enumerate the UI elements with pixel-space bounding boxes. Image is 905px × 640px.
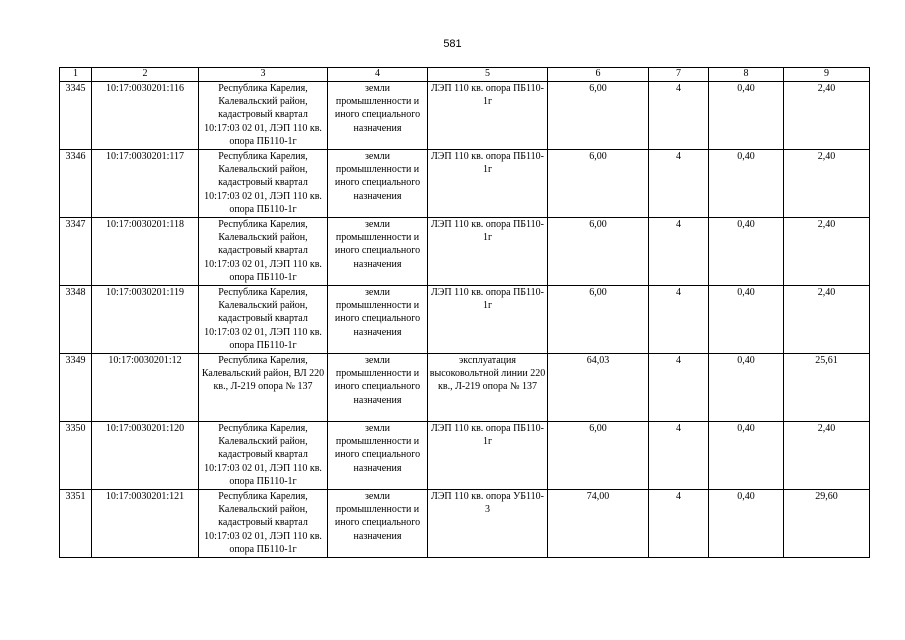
value-col-7: 4: [649, 354, 709, 422]
value-col-7: 4: [649, 286, 709, 354]
value-col-6: 6,00: [548, 82, 649, 150]
table-row: [60, 150, 870, 218]
value-col-9: 2,40: [784, 82, 870, 150]
location: Республика Карелия, Калевальский район, кадастровый квартал 10:17:03 02 01, ЛЭП 110 кв. опора ПБ110-1г: [199, 82, 328, 150]
land-category: земли промышленности и иного специального назначения: [328, 354, 428, 422]
value-col-6: 74,00: [548, 490, 649, 558]
column-header: 4: [328, 68, 428, 82]
permitted-use: ЛЭП 110 кв. опора ПБ110-1г: [428, 286, 548, 354]
value-col-7: 4: [649, 82, 709, 150]
value-col-9: 2,40: [784, 218, 870, 286]
value-col-8: 0,40: [709, 422, 784, 490]
permitted-use: ЛЭП 110 кв. опора ПБ110-1г: [428, 422, 548, 490]
land-registry-table: [59, 67, 870, 558]
permitted-use: ЛЭП 110 кв. опора ПБ110-1г: [428, 82, 548, 150]
row-number: 3347: [60, 218, 92, 286]
land-category: земли промышленности и иного специального назначения: [328, 286, 428, 354]
table-row: [60, 218, 870, 286]
row-number: 3350: [60, 422, 92, 490]
permitted-use: эксплуатация высоковольтной линии 220 кв., Л-219 опора № 137: [428, 354, 548, 422]
column-header: 3: [199, 68, 328, 82]
value-col-7: 4: [649, 422, 709, 490]
value-col-8: 0,40: [709, 490, 784, 558]
cadastral-number: 10:17:0030201:118: [92, 218, 199, 286]
header-row: [60, 68, 870, 82]
land-category: земли промышленности и иного специального назначения: [328, 490, 428, 558]
table-row: [60, 422, 870, 490]
row-number: 3348: [60, 286, 92, 354]
permitted-use: ЛЭП 110 кв. опора ПБ110-1г: [428, 150, 548, 218]
value-col-6: 6,00: [548, 422, 649, 490]
location: Республика Карелия, Калевальский район, кадастровый квартал 10:17:03 02 01, ЛЭП 110 кв. опора ПБ110-1г: [199, 490, 328, 558]
column-header: 8: [709, 68, 784, 82]
cadastral-number: 10:17:0030201:120: [92, 422, 199, 490]
land-category: земли промышленности и иного специального назначения: [328, 218, 428, 286]
location: Республика Карелия, Калевальский район, кадастровый квартал 10:17:03 02 01, ЛЭП 110 кв. опора ПБ110-1г: [199, 150, 328, 218]
value-col-9: 29,60: [784, 490, 870, 558]
location: Республика Карелия, Калевальский район, ВЛ 220 кв., Л-219 опора № 137: [199, 354, 328, 422]
value-col-6: 64,03: [548, 354, 649, 422]
value-col-9: 2,40: [784, 150, 870, 218]
location: Республика Карелия, Калевальский район, кадастровый квартал 10:17:03 02 01, ЛЭП 110 кв. опора ПБ110-1г: [199, 422, 328, 490]
value-col-7: 4: [649, 490, 709, 558]
column-header: 2: [92, 68, 199, 82]
column-header: 1: [60, 68, 92, 82]
value-col-8: 0,40: [709, 82, 784, 150]
value-col-7: 4: [649, 218, 709, 286]
cadastral-number: 10:17:0030201:121: [92, 490, 199, 558]
column-header: 9: [784, 68, 870, 82]
value-col-8: 0,40: [709, 354, 784, 422]
page-number: 581: [443, 38, 462, 50]
permitted-use: ЛЭП 110 кв. опора ПБ110-1г: [428, 218, 548, 286]
land-category: земли промышленности и иного специального назначения: [328, 150, 428, 218]
location: Республика Карелия, Калевальский район, кадастровый квартал 10:17:03 02 01, ЛЭП 110 кв. опора ПБ110-1г: [199, 218, 328, 286]
cadastral-number: 10:17:0030201:116: [92, 82, 199, 150]
land-category: земли промышленности и иного специального назначения: [328, 82, 428, 150]
value-col-7: 4: [649, 150, 709, 218]
value-col-8: 0,40: [709, 218, 784, 286]
table-row: [60, 82, 870, 150]
value-col-6: 6,00: [548, 286, 649, 354]
value-col-6: 6,00: [548, 218, 649, 286]
value-col-8: 0,40: [709, 286, 784, 354]
table-row: [60, 354, 870, 422]
cadastral-number: 10:17:0030201:12: [92, 354, 199, 422]
value-col-9: 2,40: [784, 286, 870, 354]
table-row: [60, 286, 870, 354]
location: Республика Карелия, Калевальский район, кадастровый квартал 10:17:03 02 01, ЛЭП 110 кв. опора ПБ110-1г: [199, 286, 328, 354]
cadastral-number: 10:17:0030201:119: [92, 286, 199, 354]
row-number: 3346: [60, 150, 92, 218]
value-col-8: 0,40: [709, 150, 784, 218]
table-row: [60, 490, 870, 558]
value-col-9: 2,40: [784, 422, 870, 490]
column-header: 7: [649, 68, 709, 82]
row-number: 3349: [60, 354, 92, 422]
row-number: 3345: [60, 82, 92, 150]
column-header: 5: [428, 68, 548, 82]
land-category: земли промышленности и иного специального назначения: [328, 422, 428, 490]
permitted-use: ЛЭП 110 кв. опора УБ110-3: [428, 490, 548, 558]
cadastral-number: 10:17:0030201:117: [92, 150, 199, 218]
column-header: 6: [548, 68, 649, 82]
value-col-9: 25,61: [784, 354, 870, 422]
value-col-6: 6,00: [548, 150, 649, 218]
row-number: 3351: [60, 490, 92, 558]
